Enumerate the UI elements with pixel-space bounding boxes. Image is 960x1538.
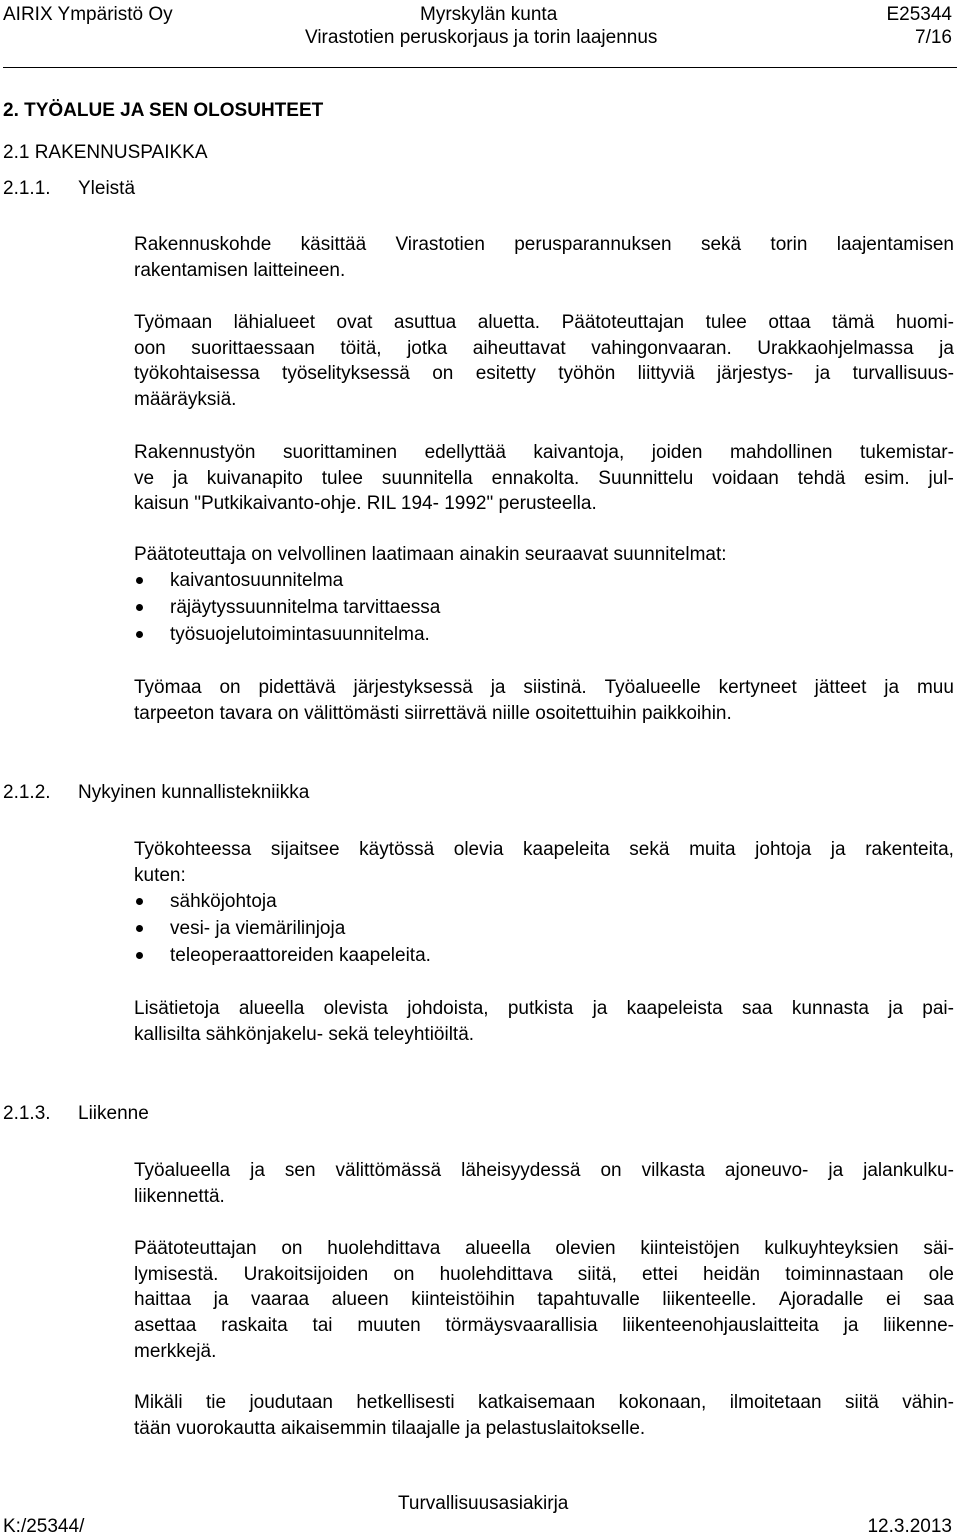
heading-2-1-1-number: 2.1.1. [3, 178, 51, 199]
paragraph-line: Päätoteuttaja on velvollinen laatimaan ainakin seuraavat suunnitelmat: [134, 544, 727, 565]
paragraph-utilities-info [134, 996, 954, 1047]
paragraph-line: tään vuorokautta aikaisemmin tilaajalle ja pelastuslaitokselle. [134, 1417, 646, 1439]
footer-path: K:/25344/ [3, 1516, 85, 1537]
paragraph-line: liikennettä. [134, 1185, 225, 1207]
header-rule [3, 67, 957, 68]
paragraph-access [134, 1236, 954, 1365]
header-project-code: E25344 [886, 4, 952, 25]
footer-date: 12.3.2013 [867, 1516, 952, 1537]
heading-2-1-1-title: Yleistä [78, 178, 136, 199]
list-item: räjäytyssuunnitelma tarvittaessa [134, 594, 440, 621]
plans-list [134, 567, 440, 648]
paragraph-line: haittaa ja vaaraa alueen kiinteistöihin tapahtuvalle liikenteelle. Ajoradalle ei saa [134, 1289, 954, 1311]
header-project-name: Virastotien peruskorjaus ja torin laajennus [305, 27, 658, 48]
subsection-heading: 2.1 RAKENNUSPAIKKA [3, 142, 208, 163]
paragraph-plans-intro [134, 542, 954, 568]
paragraph-line: oon suorittaessaan töitä, jotka aiheuttavat vahingonvaaran. Urakkaohjelmassa ja [134, 337, 954, 359]
paragraph-line: asettaa raskaita tai muuten törmäysvaarallisia liikenteenohjauslaitteita ja liikenne- [134, 1315, 954, 1337]
bullet-icon [136, 604, 143, 611]
paragraph-line: Rakennuskohde käsittää Virastotien perusparannuksen sekä torin laajentamisen [134, 234, 954, 255]
paragraph-line: tarpeeton tavara on välittömästi siirrettävä niille osoitettuihin paikkoihin. [134, 702, 732, 724]
paragraph-line: kaisun "Putkikaivanto-ohje. RIL 194- 1992" perusteella. [134, 493, 597, 515]
footer-classification: Turvallisuusasiakirja [398, 1493, 569, 1514]
section-heading: 2. TYÖALUE JA SEN OLOSUHTEET [3, 100, 324, 121]
header-page-number: 7/16 [915, 27, 952, 48]
paragraph-line: merkkejä. [134, 1340, 217, 1362]
paragraph-utilities [134, 837, 954, 888]
bullet-icon [136, 631, 143, 638]
paragraph-tidiness [134, 675, 954, 726]
paragraph-line: Mikäli tie joudutaan hetkellisesti katkaisemaan kokonaan, ilmoitetaan siitä vähin- [134, 1392, 954, 1413]
bullet-icon [136, 952, 143, 959]
list-item: vesi- ja viemärilinjoja [134, 915, 431, 942]
paragraph-line: kuten: [134, 864, 186, 886]
paragraph-line: Työmaan lähialueet ovat asuttua aluetta. Päätoteuttajan tulee ottaa tämä huomi- [134, 312, 954, 333]
list-item: työsuojelutoimintasuunnitelma. [134, 621, 440, 648]
header-company: AIRIX Ympäristö Oy [3, 4, 173, 25]
paragraph-line: ve ja kuivanapito tulee suunnitella ennakolta. Suunnittelu voidaan tehdä esim. jul- [134, 467, 954, 489]
paragraph-excavation [134, 440, 954, 517]
paragraph-traffic [134, 1158, 954, 1209]
header-client: Myrskylän kunta [420, 4, 558, 25]
list-item: sähköjohtoja [134, 888, 431, 915]
heading-2-1-2-number: 2.1.2. [3, 782, 51, 803]
heading-2-1-2-title: Nykyinen kunnallistekniikka [78, 782, 310, 803]
paragraph-line: kallisilta sähkönjakelu- sekä teleyhtiöiltä. [134, 1023, 475, 1045]
bullet-icon [136, 925, 143, 932]
paragraph-line: Päätoteuttajan on huolehdittava alueella olevien kiinteistöjen kulkuyhteyksien säi- [134, 1238, 954, 1259]
bullet-icon [136, 577, 143, 584]
bullet-icon [136, 898, 143, 905]
paragraph-line: Työmaa on pidettävä järjestyksessä ja siistinä. Työalueelle kertyneet jätteet ja muu [134, 677, 954, 698]
list-item: teleoperaattoreiden kaapeleita. [134, 942, 431, 969]
heading-2-1-3-title: Liikenne [78, 1103, 149, 1124]
paragraph-neighborhood [134, 310, 954, 413]
paragraph-line: lymisestä. Urakoitsijoiden on huolehdittava siitä, ettei heidän toiminnastaan ole [134, 1263, 954, 1285]
paragraph-line: Työkohteessa sijaitsee käytössä olevia kaapeleita sekä muita johtoja ja rakenteita, [134, 839, 954, 860]
list-item: kaivantosuunnitelma [134, 567, 440, 594]
paragraph-line: rakentamisen laitteineen. [134, 259, 346, 281]
heading-2-1-3-number: 2.1.3. [3, 1103, 51, 1124]
paragraph-line: Työalueella ja sen välittömässä läheisyydessä on vilkasta ajoneuvo- ja jalankulku- [134, 1160, 954, 1181]
paragraph-line: määräyksiä. [134, 389, 237, 411]
paragraph-line: Rakennustyön suorittaminen edellyttää kaivantoja, joiden mahdollinen tukemistar- [134, 442, 954, 463]
paragraph-road-closure [134, 1390, 954, 1441]
paragraph-scope [134, 232, 954, 283]
paragraph-line: työkohtaisessa työselityksessä on esitetty työhön liittyviä järjestys- ja turvallisuus- [134, 363, 954, 385]
utilities-list [134, 888, 431, 969]
paragraph-line: Lisätietoja alueella olevista johdoista, putkista ja kaapeleista saa kunnasta ja pai- [134, 998, 954, 1019]
